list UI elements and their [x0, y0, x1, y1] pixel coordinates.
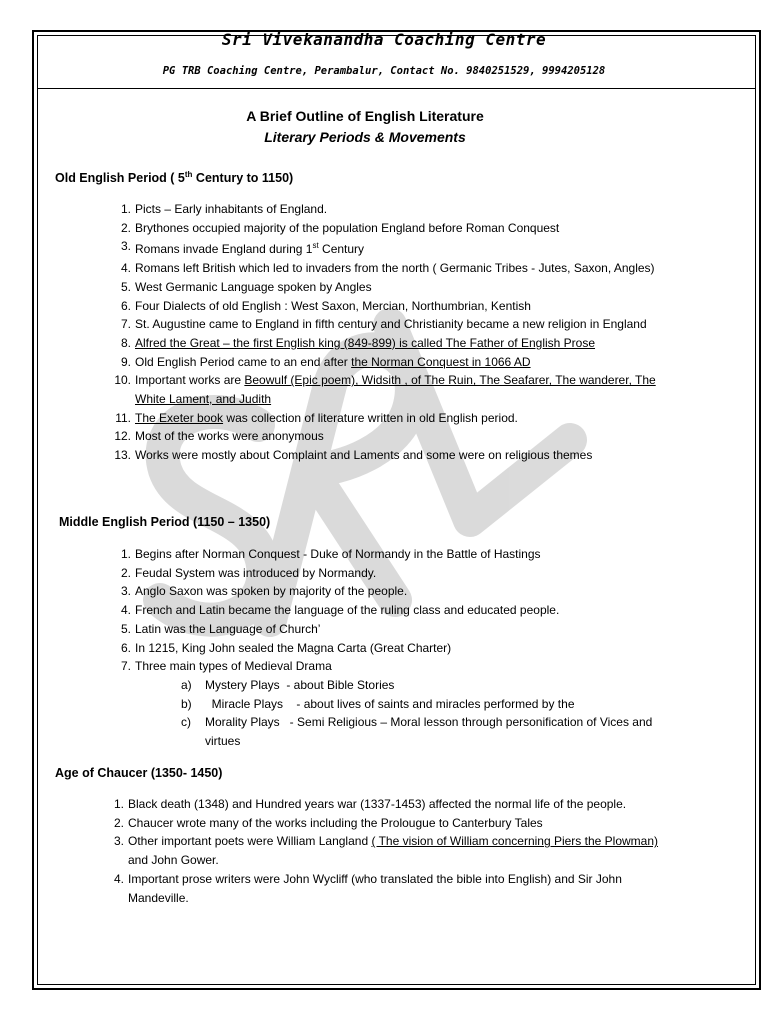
list-item-number: 9.	[120, 354, 131, 369]
list-item-text: Most of the works were anonymous	[135, 429, 324, 444]
list-item-text: the Norman Conquest in 1066 AD	[351, 354, 531, 369]
list-item	[120, 278, 665, 297]
list-item-text: Picts – Early inhabitants of England.	[135, 202, 328, 216]
list-item	[120, 657, 675, 676]
list-item	[114, 427, 665, 446]
list-item	[120, 200, 665, 219]
list-item-text: Century	[318, 242, 365, 257]
sub-list-item	[135, 676, 675, 695]
sub-list-item-text: Morality Plays - Semi Religious – Moral lesson through personification of Vices and virtues	[205, 715, 656, 749]
list-item-text: was collection of literature written in old English period.	[223, 410, 518, 425]
list-item	[120, 259, 665, 278]
header-divider	[37, 88, 756, 89]
list-item	[120, 564, 675, 583]
list-item-number: 1.	[120, 202, 131, 216]
list-item-text: Latin was the Language of Church’	[135, 621, 321, 636]
list-item	[120, 334, 665, 353]
list-item-text: Romans invade England during 1	[135, 242, 313, 257]
list-item	[120, 353, 665, 372]
list-item-text: Romans left British which led to invaders from the north ( Germanic Tribes - Jutes, Saxon, Angles)	[135, 261, 655, 276]
list-item	[120, 219, 665, 238]
list-item	[113, 832, 678, 869]
list-item-text: West Germanic Language spoken by Angles	[135, 279, 372, 294]
sub-list-item	[135, 695, 675, 714]
sub-list-item-marker: b)	[181, 696, 192, 711]
list-item-number: 8.	[120, 335, 131, 350]
middle-english-list	[120, 545, 675, 751]
list-item-number: 2.	[120, 565, 131, 580]
list-item-text: st	[312, 241, 319, 251]
sub-list-item-marker: a)	[181, 677, 192, 692]
section-heading-old-english: Old English Period ( 5th Century to 1150)	[55, 170, 294, 186]
list-item-number: 5.	[120, 279, 131, 294]
list-item-text: Begins after Norman Conquest - Duke of Normandy in the Battle of Hastings	[135, 547, 541, 561]
list-item-number: 13.	[114, 448, 131, 463]
list-item	[114, 371, 665, 408]
list-item	[120, 620, 675, 639]
list-item-number: 3.	[120, 239, 131, 254]
list-item-number: 5.	[120, 621, 131, 636]
sub-list-item-marker: c)	[181, 715, 191, 730]
list-item-number: 7.	[120, 317, 131, 332]
list-item	[120, 601, 675, 620]
list-item-number: 1.	[120, 547, 131, 561]
list-item	[115, 409, 665, 428]
list-item-text: Brythones occupied majority of the population England before Roman Conquest	[135, 220, 560, 235]
chaucer-list	[113, 795, 678, 907]
sub-list-item	[135, 713, 675, 750]
list-item-text: Old English Period came to an end after	[135, 354, 352, 369]
list-item-text: Black death (1348) and Hundred years war (1337-1453) affected the normal life of the people.	[128, 797, 627, 811]
list-item-number: 2.	[113, 815, 124, 830]
list-item	[114, 446, 665, 465]
list-item	[120, 237, 665, 259]
list-item-text: French and Latin became the language of the ruling class and educated people.	[135, 603, 560, 618]
list-item-number: 4.	[113, 871, 124, 886]
centre-name: Sri Vivekanandha Coaching Centre	[221, 30, 547, 49]
centre-contact: PG TRB Coaching Centre, Perambalur, Contact No. 9840251529, 9994205128	[162, 65, 606, 77]
list-item-number: 1.	[113, 797, 124, 811]
list-item-text: and John Gower.	[128, 853, 219, 868]
list-item	[120, 315, 665, 334]
list-item-number: 10.	[114, 373, 131, 388]
page-subtitle: Literary Periods & Movements	[264, 129, 466, 145]
sub-list-item-text: Miracle Plays - about lives of saints and miracles performed by the	[205, 696, 575, 711]
section-heading-middle-english: Middle English Period (1150 – 1350)	[59, 515, 271, 529]
list-item	[120, 297, 665, 316]
page-title: A Brief Outline of English Literature	[246, 108, 484, 124]
list-item	[113, 814, 678, 833]
list-item-text: Three main types of Medieval Drama	[135, 659, 332, 674]
list-item	[120, 582, 675, 601]
old-english-list	[114, 200, 665, 465]
list-item-text: Chaucer wrote many of the works including the Prolougue to Canterbury Tales	[128, 815, 543, 830]
list-item-text: Feudal System was introduced by Normandy.	[135, 565, 377, 580]
list-item-number: 6.	[120, 298, 131, 313]
list-item	[113, 870, 678, 907]
list-item-text: Beowulf (Epic poem), Widsith , of The Ruin, The Seafarer, The wanderer, The White Lament, and Judith	[135, 373, 656, 407]
list-item-number: 11.	[115, 410, 131, 425]
list-item-number: 4.	[120, 261, 131, 276]
list-item	[113, 795, 678, 814]
list-item-text: St. Augustine came to England in fifth century and Christianity became a new religion in England	[135, 317, 647, 332]
list-item-text: Other important poets were William Langland	[128, 834, 372, 849]
list-item	[120, 545, 675, 564]
list-item-number: 12.	[114, 429, 131, 444]
list-item-number: 2.	[120, 220, 131, 235]
section-heading-chaucer: Age of Chaucer (1350- 1450)	[55, 766, 223, 780]
list-item-number: 4.	[120, 603, 131, 618]
list-item-text: ( The vision of William concerning Piers the Plowman)	[371, 834, 659, 849]
list-item-text: Important prose writers were John Wycliff (who translated the bible into English) and Sir John Mandeville.	[128, 871, 622, 905]
list-item-text: The Exeter book	[135, 410, 224, 425]
list-item-number: 3.	[113, 834, 124, 849]
list-item-text: Alfred the Great – the first English king (849-899) is called The Father of English Prose	[135, 335, 596, 350]
list-item	[120, 639, 675, 658]
list-item-text: Important works are	[135, 373, 245, 388]
list-item-text: Anglo Saxon was spoken by majority of the people.	[135, 584, 408, 599]
list-item-number: 6.	[120, 640, 131, 655]
sub-list-item-text: Mystery Plays - about Bible Stories	[205, 677, 395, 692]
list-item-text: In 1215, King John sealed the Magna Carta (Great Charter)	[135, 640, 452, 655]
list-item-text: Works were mostly about Complaint and Laments and some were on religious themes	[135, 448, 593, 463]
list-item-text: Four Dialects of old English : West Saxon, Mercian, Northumbrian, Kentish	[135, 298, 531, 313]
list-item-number: 3.	[120, 584, 131, 599]
list-item-number: 7.	[120, 659, 131, 674]
